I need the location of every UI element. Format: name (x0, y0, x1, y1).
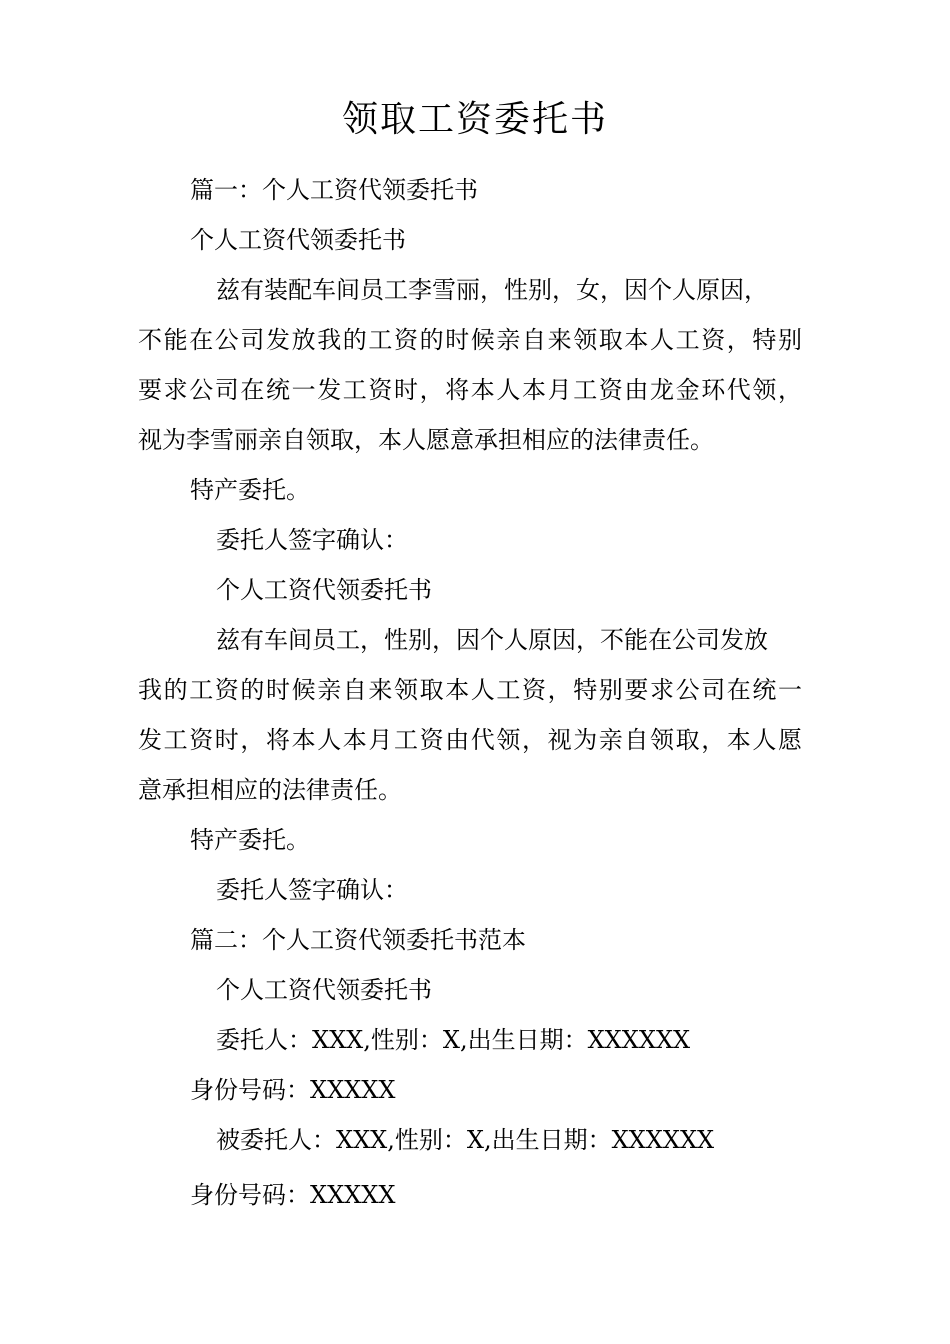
document-title: 领取工资委托书 (341, 99, 608, 140)
subheading: 个人工资代领委托书 (216, 576, 432, 604)
paragraph-line: 视为李雪丽亲自领取，本人愿意承担相应的法律责任。 (138, 426, 714, 454)
signature-label: 委托人签字确认： (216, 876, 408, 904)
paragraph-line: 要求公司在统一发工资时，将本人本月工资由龙金环代领， (138, 376, 802, 404)
section-heading-2: 篇二：个人工资代领委托书范本 (190, 926, 526, 954)
section-heading-1: 篇一：个人工资代领委托书 (190, 176, 478, 204)
signature-label: 委托人签字确认： (216, 526, 408, 554)
subheading: 个人工资代领委托书 (216, 976, 432, 1004)
paragraph-line: 兹有车间员工，性别，因个人原因，不能在公司发放 (216, 626, 768, 654)
paragraph-line: 兹有装配车间员工李雪丽，性别，女，因个人原因， (216, 276, 768, 304)
subheading: 个人工资代领委托书 (190, 226, 406, 254)
agent-id: 身份号码：XXXXX (190, 1181, 396, 1209)
principal-info: 委托人：XXX,性别：X,出生日期：XXXXXX (216, 1026, 691, 1054)
agent-info: 被委托人：XXX,性别：X,出生日期：XXXXXX (216, 1126, 715, 1154)
paragraph-line: 不能在公司发放我的工资的时候亲自来领取本人工资，特别 (138, 326, 802, 354)
paragraph-line: 特产委托。 (190, 476, 310, 504)
paragraph-line: 发工资时，将本人本月工资由代领，视为亲自领取，本人愿 (138, 726, 802, 754)
principal-id: 身份号码：XXXXX (190, 1076, 396, 1104)
paragraph-line: 特产委托。 (190, 826, 310, 854)
paragraph-line: 我的工资的时候亲自来领取本人工资，特别要求公司在统一 (138, 676, 802, 704)
paragraph-line: 意承担相应的法律责任。 (138, 776, 402, 804)
